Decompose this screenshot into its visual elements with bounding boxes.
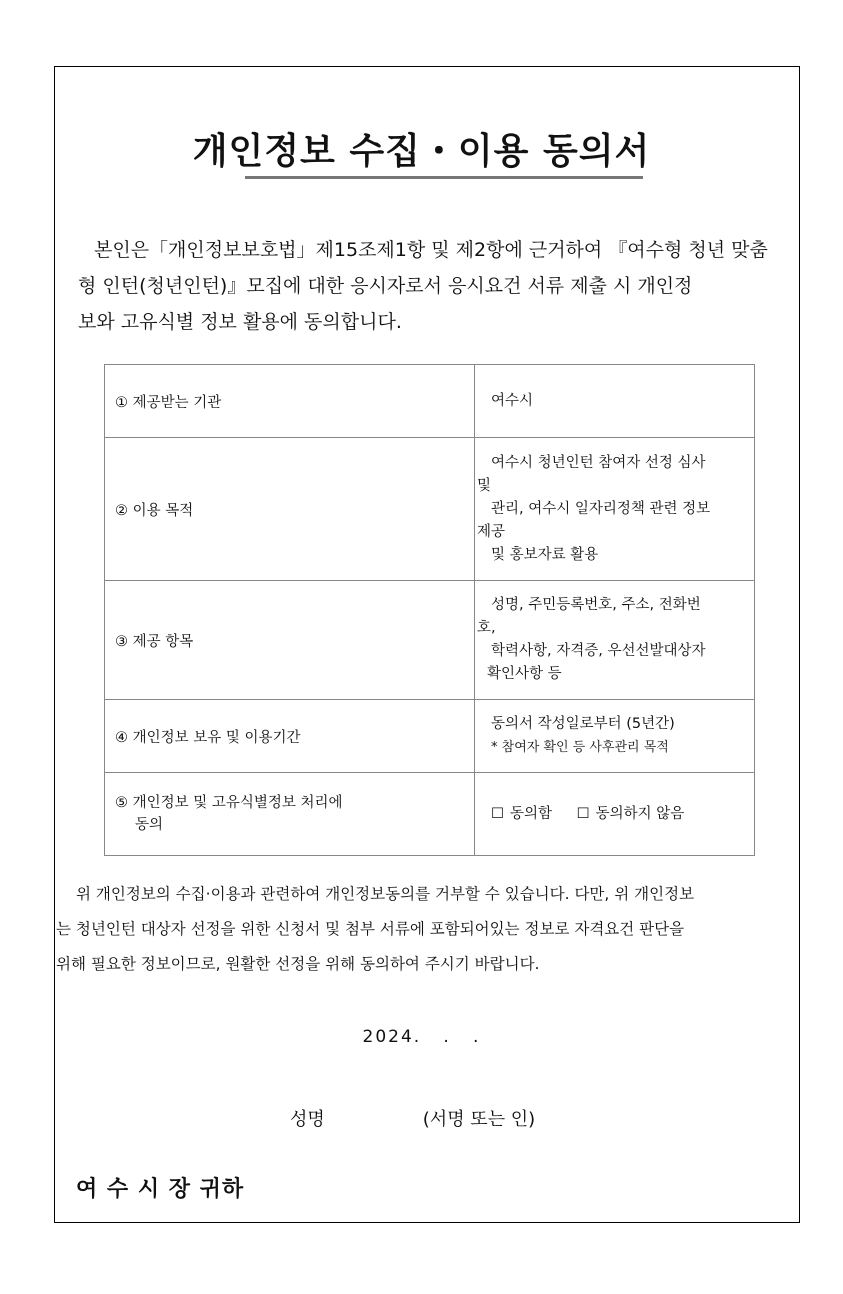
- checkbox-icon[interactable]: ☐: [491, 805, 504, 822]
- signature-hint[interactable]: (서명 또는 인): [422, 1109, 536, 1130]
- notice-line-1: 위 개인정보의 수집·이용과 관련하여 개인정보동의를 거부할 수 있습니다. 다만, 위 개인정보: [76, 885, 695, 903]
- notice-line-3: 위해 필요한 정보이므로, 원활한 선정을 위해 동의하여 주시기 바랍니다.: [56, 955, 540, 973]
- refusal-notice: [56, 877, 800, 982]
- row-label: ① 제공받는 기관: [105, 365, 475, 438]
- addressee: 여 수 시 장 귀하: [76, 1177, 245, 1202]
- table-row: [105, 581, 755, 700]
- title-underline: [245, 176, 643, 179]
- row-label: ④ 개인정보 보유 및 이용기간: [105, 700, 475, 773]
- checkbox-icon[interactable]: ☐: [576, 805, 590, 822]
- table-row: [105, 700, 755, 773]
- date-field[interactable]: 2024. . .: [362, 1027, 481, 1047]
- consent-table: [104, 364, 755, 856]
- table-row: [105, 438, 755, 581]
- signature-line: [290, 1105, 535, 1131]
- table-row: [105, 365, 755, 438]
- row-label: ⑤ 개인정보 및 고유식별정보 처리에 동의: [105, 773, 475, 856]
- row-value: 성명, 주민등록번호, 주소, 전화번 호, 학력사항, 자격증, 우선선발대상자 확인사항 등: [475, 581, 755, 700]
- row-value: 여수시 청년인턴 참여자 선정 심사 및 관리, 여수시 일자리정책 관련 정보 제공 및 홍보자료 활용: [475, 438, 755, 581]
- row-label: ② 이용 목적: [105, 438, 475, 581]
- row-label: ③ 제공 항목: [105, 581, 475, 700]
- intro-line-2: 형 인턴(청년인턴)』모집에 대한 응시자로서 응시요건 서류 제출 시 개인정: [78, 275, 693, 297]
- intro-line-1: 본인은「개인정보보호법」제15조제1항 및 제2항에 근거하여 『여수형 청년 맞춤: [94, 239, 768, 261]
- agree-checkbox[interactable]: ☐ 동의함: [491, 803, 552, 826]
- table-row: [105, 773, 755, 856]
- notice-line-2: 는 청년인턴 대상자 선정을 위한 신청서 및 첨부 서류에 포함되어있는 정보로 자격요건 판단을: [56, 920, 685, 938]
- agree-options: [475, 773, 755, 856]
- page-title: 개인정보 수집・이용 동의서: [192, 131, 651, 172]
- intro-line-3: 보와 고유식별 정보 활용에 동의합니다.: [78, 311, 402, 333]
- name-label: 성명: [290, 1109, 325, 1130]
- row-value: 동의서 작성일로부터 (5년간) * 참여자 확인 등 사후관리 목적: [475, 700, 755, 773]
- intro-paragraph: [78, 232, 794, 340]
- row-value: 여수시: [475, 365, 755, 438]
- disagree-checkbox[interactable]: ☐ 동의하지 않음: [577, 803, 685, 826]
